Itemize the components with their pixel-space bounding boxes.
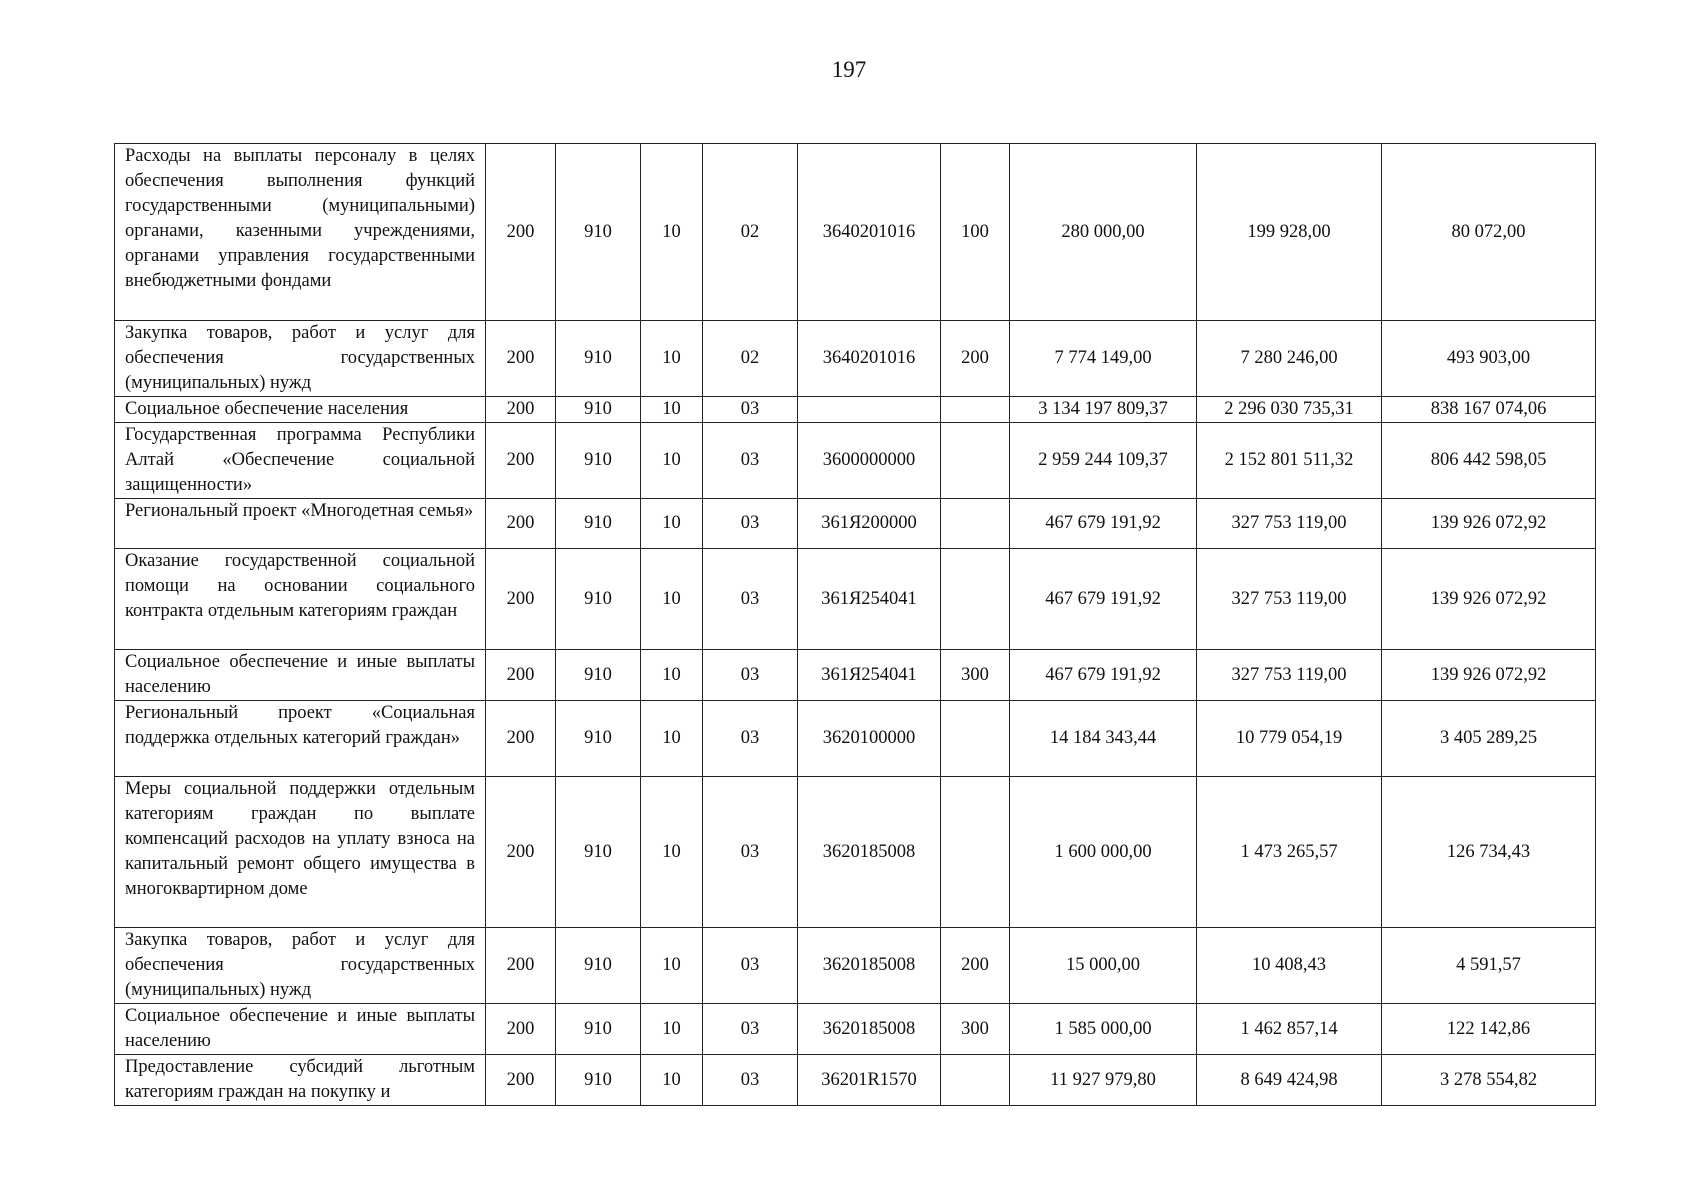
- row-name: Социальное обеспечение и иные выплаты населению: [115, 650, 486, 701]
- expense-type: [941, 701, 1010, 777]
- code-2: 910: [556, 549, 641, 650]
- sum-3: 806 442 598,05: [1382, 423, 1596, 499]
- row-name: Государственная программа Республики Алтай «Обеспечение социальной защищенности»: [115, 423, 486, 499]
- expense-type: 300: [941, 1004, 1010, 1055]
- code-4: 03: [703, 1004, 798, 1055]
- target-code: 3600000000: [798, 423, 941, 499]
- table-row: [115, 928, 1596, 1004]
- target-code: 3640201016: [798, 321, 941, 397]
- row-name: Социальное обеспечение и иные выплаты населению: [115, 1004, 486, 1055]
- code-1: 200: [486, 423, 556, 499]
- code-1: 200: [486, 777, 556, 928]
- row-name: Закупка товаров, работ и услуг для обеспечения государственных (муниципальных) нужд: [115, 321, 486, 397]
- expense-type: [941, 423, 1010, 499]
- table-row: [115, 144, 1596, 321]
- sum-3: 139 926 072,92: [1382, 549, 1596, 650]
- code-4: 02: [703, 144, 798, 321]
- expense-type: [941, 499, 1010, 549]
- code-3: 10: [641, 701, 703, 777]
- sum-1: 467 679 191,92: [1010, 549, 1197, 650]
- sum-1: 11 927 979,80: [1010, 1055, 1197, 1106]
- code-1: 200: [486, 144, 556, 321]
- expense-type: [941, 397, 1010, 423]
- expense-type: 100: [941, 144, 1010, 321]
- code-3: 10: [641, 777, 703, 928]
- target-code: 361Я254041: [798, 549, 941, 650]
- budget-table: [114, 143, 1596, 1106]
- code-2: 910: [556, 650, 641, 701]
- row-name: Региональный проект «Многодетная семья»: [115, 499, 486, 549]
- sum-3: 80 072,00: [1382, 144, 1596, 321]
- sum-3: 126 734,43: [1382, 777, 1596, 928]
- code-1: 200: [486, 397, 556, 423]
- target-code: 3620185008: [798, 928, 941, 1004]
- expense-type: 300: [941, 650, 1010, 701]
- sum-2: 1 473 265,57: [1197, 777, 1382, 928]
- sum-2: 2 152 801 511,32: [1197, 423, 1382, 499]
- code-1: 200: [486, 650, 556, 701]
- table-row: [115, 650, 1596, 701]
- sum-1: 1 585 000,00: [1010, 1004, 1197, 1055]
- expense-type: 200: [941, 321, 1010, 397]
- code-1: 200: [486, 701, 556, 777]
- target-code: 361Я254041: [798, 650, 941, 701]
- sum-3: 139 926 072,92: [1382, 650, 1596, 701]
- code-4: 03: [703, 701, 798, 777]
- sum-1: 3 134 197 809,37: [1010, 397, 1197, 423]
- code-1: 200: [486, 499, 556, 549]
- code-2: 910: [556, 144, 641, 321]
- sum-2: 199 928,00: [1197, 144, 1382, 321]
- code-3: 10: [641, 423, 703, 499]
- sum-1: 2 959 244 109,37: [1010, 423, 1197, 499]
- code-2: 910: [556, 321, 641, 397]
- table-row: [115, 1055, 1596, 1106]
- code-3: 10: [641, 144, 703, 321]
- code-3: 10: [641, 1055, 703, 1106]
- table-row: [115, 321, 1596, 397]
- sum-2: 327 753 119,00: [1197, 499, 1382, 549]
- code-3: 10: [641, 549, 703, 650]
- target-code: 3640201016: [798, 144, 941, 321]
- code-4: 02: [703, 321, 798, 397]
- row-name: Региональный проект «Социальная поддержка отдельных категорий граждан»: [115, 701, 486, 777]
- sum-2: 327 753 119,00: [1197, 549, 1382, 650]
- code-2: 910: [556, 701, 641, 777]
- sum-1: 7 774 149,00: [1010, 321, 1197, 397]
- sum-2: 10 408,43: [1197, 928, 1382, 1004]
- expense-type: 200: [941, 928, 1010, 1004]
- code-4: 03: [703, 549, 798, 650]
- table-row: [115, 701, 1596, 777]
- code-3: 10: [641, 499, 703, 549]
- table-row: [115, 549, 1596, 650]
- target-code: 361Я200000: [798, 499, 941, 549]
- code-3: 10: [641, 928, 703, 1004]
- sum-3: 3 405 289,25: [1382, 701, 1596, 777]
- code-1: 200: [486, 549, 556, 650]
- sum-1: 467 679 191,92: [1010, 499, 1197, 549]
- sum-2: 10 779 054,19: [1197, 701, 1382, 777]
- target-code: [798, 397, 941, 423]
- target-code: 3620185008: [798, 1004, 941, 1055]
- expense-type: [941, 549, 1010, 650]
- row-name: Оказание государственной социальной помощи на основании социального контракта отдельным категориям граждан: [115, 549, 486, 650]
- target-code: 3620185008: [798, 777, 941, 928]
- code-2: 910: [556, 499, 641, 549]
- code-4: 03: [703, 777, 798, 928]
- code-3: 10: [641, 321, 703, 397]
- code-2: 910: [556, 777, 641, 928]
- sum-1: 467 679 191,92: [1010, 650, 1197, 701]
- table-row: [115, 777, 1596, 928]
- row-name: Расходы на выплаты персоналу в целях обеспечения выполнения функций государственными (муниципальными) органами, казенными учреждениями, органами управления государственными внебюджетными фондами: [115, 144, 486, 321]
- sum-2: 2 296 030 735,31: [1197, 397, 1382, 423]
- sum-3: 3 278 554,82: [1382, 1055, 1596, 1106]
- sum-3: 4 591,57: [1382, 928, 1596, 1004]
- target-code: 36201R1570: [798, 1055, 941, 1106]
- target-code: 3620100000: [798, 701, 941, 777]
- code-1: 200: [486, 1055, 556, 1106]
- code-4: 03: [703, 397, 798, 423]
- code-3: 10: [641, 1004, 703, 1055]
- table-row: [115, 423, 1596, 499]
- code-2: 910: [556, 397, 641, 423]
- code-2: 910: [556, 1055, 641, 1106]
- table-row: [115, 397, 1596, 423]
- page-number: 197: [831, 57, 867, 82]
- code-4: 03: [703, 650, 798, 701]
- sum-2: 1 462 857,14: [1197, 1004, 1382, 1055]
- expense-type: [941, 1055, 1010, 1106]
- row-name: Социальное обеспечение населения: [115, 397, 486, 423]
- code-4: 03: [703, 423, 798, 499]
- sum-2: 7 280 246,00: [1197, 321, 1382, 397]
- code-3: 10: [641, 397, 703, 423]
- code-1: 200: [486, 1004, 556, 1055]
- code-4: 03: [703, 1055, 798, 1106]
- table-row: [115, 1004, 1596, 1055]
- sum-2: 8 649 424,98: [1197, 1055, 1382, 1106]
- code-3: 10: [641, 650, 703, 701]
- sum-2: 327 753 119,00: [1197, 650, 1382, 701]
- code-1: 200: [486, 928, 556, 1004]
- sum-1: 14 184 343,44: [1010, 701, 1197, 777]
- code-4: 03: [703, 499, 798, 549]
- sum-3: 838 167 074,06: [1382, 397, 1596, 423]
- code-2: 910: [556, 1004, 641, 1055]
- sum-1: 280 000,00: [1010, 144, 1197, 321]
- row-name: Закупка товаров, работ и услуг для обеспечения государственных (муниципальных) нужд: [115, 928, 486, 1004]
- expense-type: [941, 777, 1010, 928]
- sum-3: 493 903,00: [1382, 321, 1596, 397]
- code-2: 910: [556, 423, 641, 499]
- sum-3: 139 926 072,92: [1382, 499, 1596, 549]
- code-4: 03: [703, 928, 798, 1004]
- row-name: Меры социальной поддержки отдельным категориям граждан по выплате компенсаций расходов на уплату взноса на капитальный ремонт общего имущества в многоквартирном доме: [115, 777, 486, 928]
- sum-1: 1 600 000,00: [1010, 777, 1197, 928]
- table-row: [115, 499, 1596, 549]
- sum-3: 122 142,86: [1382, 1004, 1596, 1055]
- code-2: 910: [556, 928, 641, 1004]
- code-1: 200: [486, 321, 556, 397]
- sum-1: 15 000,00: [1010, 928, 1197, 1004]
- row-name: Предоставление субсидий льготным категориям граждан на покупку и: [115, 1055, 486, 1106]
